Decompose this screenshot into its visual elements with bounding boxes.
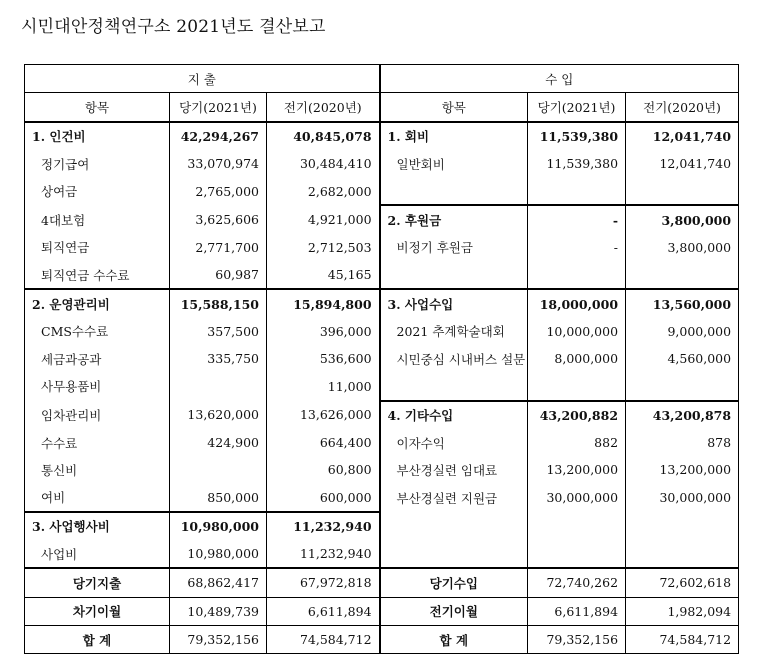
income-current-value: - [528, 234, 626, 261]
expense-previous-header: 전기(2020년) [267, 93, 380, 122]
income-previous-value: 13,200,000 [626, 456, 739, 483]
expense-item-name: 사무용품비 [41, 379, 102, 395]
expense-item-name: 3. 사업행사비 [25, 512, 170, 540]
income-previous-value [626, 372, 739, 400]
expense-item-name: 사업비 [41, 546, 78, 562]
income-current-value [528, 512, 626, 540]
expense-previous-value: 30,484,410 [267, 150, 380, 177]
expense-current-value: 42,294,267 [170, 122, 267, 150]
settlement-table [24, 64, 739, 654]
expense-item-name: 임차관리비 [41, 407, 102, 423]
income-total-previous: 1,982,094 [626, 597, 739, 625]
expense-previous-value: 396,000 [267, 318, 380, 345]
expense-total-label: 합 계 [25, 625, 170, 653]
expense-current-value: 13,620,000 [170, 401, 267, 429]
income-previous-header: 전기(2020년) [626, 93, 739, 122]
expense-header: 지 출 [187, 71, 216, 87]
report-title: 시민대안정책연구소 2021년도 결산보고 [21, 17, 326, 37]
income-previous-value [626, 540, 739, 568]
income-current-value [528, 540, 626, 568]
expense-previous-value: 2,682,000 [267, 177, 380, 205]
income-current-header: 당기(2021년) [528, 93, 626, 122]
expense-item-name: 4대보험 [41, 212, 86, 228]
expense-current-value: 335,750 [170, 345, 267, 372]
income-item-name: 비정기 후원금 [380, 234, 528, 261]
income-total-current: 79,352,156 [528, 625, 626, 653]
expense-current-value [170, 372, 267, 400]
expense-current-value: 15,588,150 [170, 289, 267, 317]
expense-current-value: 424,900 [170, 429, 267, 456]
income-item-name: 2. 후원금 [380, 205, 528, 233]
table-row [25, 401, 739, 429]
income-item-name [380, 177, 528, 205]
income-previous-value: 12,041,740 [626, 122, 739, 150]
income-previous-value: 9,000,000 [626, 318, 739, 345]
table-row [25, 234, 739, 261]
income-previous-value: 13,560,000 [626, 289, 739, 317]
expense-current-value: 33,070,974 [170, 150, 267, 177]
table-row [25, 372, 739, 400]
expense-previous-value: 15,894,800 [267, 289, 380, 317]
expense-total-label: 당기지출 [25, 568, 170, 597]
income-current-value [528, 261, 626, 289]
income-item-name: 부산경실련 지원금 [380, 483, 528, 511]
expense-item-name: CMS수수료 [41, 324, 109, 340]
expense-item-name: 여비 [41, 490, 66, 506]
income-header: 수 입 [380, 65, 739, 93]
income-previous-value: 4,560,000 [626, 345, 739, 372]
income-total-current: 72,740,262 [528, 568, 626, 597]
expense-total-current: 68,862,417 [170, 568, 267, 597]
expense-previous-value: 11,232,940 [267, 512, 380, 540]
income-item-name [380, 372, 528, 400]
expense-previous-value: 4,921,000 [267, 205, 380, 233]
table-row [25, 150, 739, 177]
expense-current-value: 2,765,000 [170, 177, 267, 205]
income-total-label: 전기이월 [380, 597, 528, 625]
income-current-value: 30,000,000 [528, 483, 626, 511]
income-item-name: 2021 추계학술대회 [380, 318, 528, 345]
table-row [25, 429, 739, 456]
income-current-value: 10,000,000 [528, 318, 626, 345]
table-row [25, 318, 739, 345]
expense-current-value: 3,625,606 [170, 205, 267, 233]
income-total-label: 당기수입 [380, 568, 528, 597]
income-item-name: 이자수익 [380, 429, 528, 456]
income-item-name: 일반회비 [380, 150, 528, 177]
expense-total-current: 79,352,156 [170, 625, 267, 653]
table-row [25, 345, 739, 372]
expense-item-name: 1. 인건비 [32, 129, 86, 145]
expense-total-label: 차기이월 [25, 597, 170, 625]
income-item-name [380, 512, 528, 540]
expense-total-previous: 6,611,894 [267, 597, 380, 625]
income-total-label: 합 계 [380, 625, 528, 653]
income-current-value: 8,000,000 [528, 345, 626, 372]
expense-current-value [170, 456, 267, 483]
income-current-value: 11,539,380 [528, 150, 626, 177]
income-item-name: 4. 기타수입 [380, 401, 528, 429]
expense-total-current: 10,489,739 [170, 597, 267, 625]
expense-total-previous: 74,584,712 [267, 625, 380, 653]
table-row [25, 289, 739, 317]
income-total-previous: 72,602,618 [626, 568, 739, 597]
table-row [25, 512, 739, 540]
expense-item-header: 항목 [84, 99, 110, 115]
income-current-value [528, 177, 626, 205]
table-row [25, 122, 739, 150]
income-current-value [528, 372, 626, 400]
expense-previous-value: 11,000 [267, 372, 380, 400]
expense-previous-value: 536,600 [267, 345, 380, 372]
expense-item-name: 통신비 [41, 462, 78, 478]
total-row [25, 568, 739, 597]
expense-previous-value: 600,000 [267, 483, 380, 511]
table-row [25, 483, 739, 511]
expense-previous-value: 40,845,078 [267, 122, 380, 150]
income-item-name [380, 261, 528, 289]
income-current-value: 882 [528, 429, 626, 456]
income-previous-value: 12,041,740 [626, 150, 739, 177]
total-row [25, 625, 739, 653]
income-previous-value [626, 177, 739, 205]
expense-previous-value: 664,400 [267, 429, 380, 456]
expense-total-previous: 67,972,818 [267, 568, 380, 597]
expense-item-name: 수수료 [41, 435, 78, 451]
table-row [25, 205, 739, 233]
expense-previous-value: 11,232,940 [267, 540, 380, 568]
income-item-name: 1. 회비 [380, 122, 528, 150]
expense-item-name: 세금과공과 [41, 351, 102, 367]
table-row [25, 177, 739, 205]
expense-current-value: 60,987 [170, 261, 267, 289]
income-previous-value [626, 261, 739, 289]
expense-item-name: 퇴직연금 수수료 [41, 267, 130, 283]
expense-item-name: 정기급여 [41, 156, 90, 172]
income-previous-value: 3,800,000 [626, 205, 739, 233]
income-item-name: 부산경실련 임대료 [380, 456, 528, 483]
income-item-name: 3. 사업수입 [380, 289, 528, 317]
income-previous-value [626, 512, 739, 540]
table-row [25, 456, 739, 483]
income-previous-value: 30,000,000 [626, 483, 739, 511]
income-current-value: 43,200,882 [528, 401, 626, 429]
expense-current-value: 10,980,000 [170, 540, 267, 568]
expense-current-value: 850,000 [170, 483, 267, 511]
expense-current-value: 10,980,000 [170, 512, 267, 540]
income-previous-value: 3,800,000 [626, 234, 739, 261]
income-total-previous: 74,584,712 [626, 625, 739, 653]
expense-current-value: 2,771,700 [170, 234, 267, 261]
table-row [25, 540, 739, 568]
income-item-header: 항목 [380, 93, 528, 122]
expense-previous-value: 13,626,000 [267, 401, 380, 429]
total-row [25, 597, 739, 625]
income-current-value: 18,000,000 [528, 289, 626, 317]
expense-previous-value: 2,712,503 [267, 234, 380, 261]
expense-previous-value: 45,165 [267, 261, 380, 289]
income-current-value: 13,200,000 [528, 456, 626, 483]
expense-item-name: 2. 운영관리비 [25, 289, 170, 317]
income-total-current: 6,611,894 [528, 597, 626, 625]
expense-item-name: 퇴직연금 [41, 240, 90, 256]
income-previous-value: 878 [626, 429, 739, 456]
expense-current-header: 당기(2021년) [170, 93, 267, 122]
income-previous-value: 43,200,878 [626, 401, 739, 429]
income-item-name: 시민중심 시내버스 설문 [380, 345, 528, 372]
income-current-value: - [528, 205, 626, 233]
expense-current-value: 357,500 [170, 318, 267, 345]
expense-previous-value: 60,800 [267, 456, 380, 483]
income-current-value: 11,539,380 [528, 122, 626, 150]
income-item-name [380, 540, 528, 568]
table-row [25, 261, 739, 289]
expense-item-name: 상여금 [41, 184, 78, 200]
